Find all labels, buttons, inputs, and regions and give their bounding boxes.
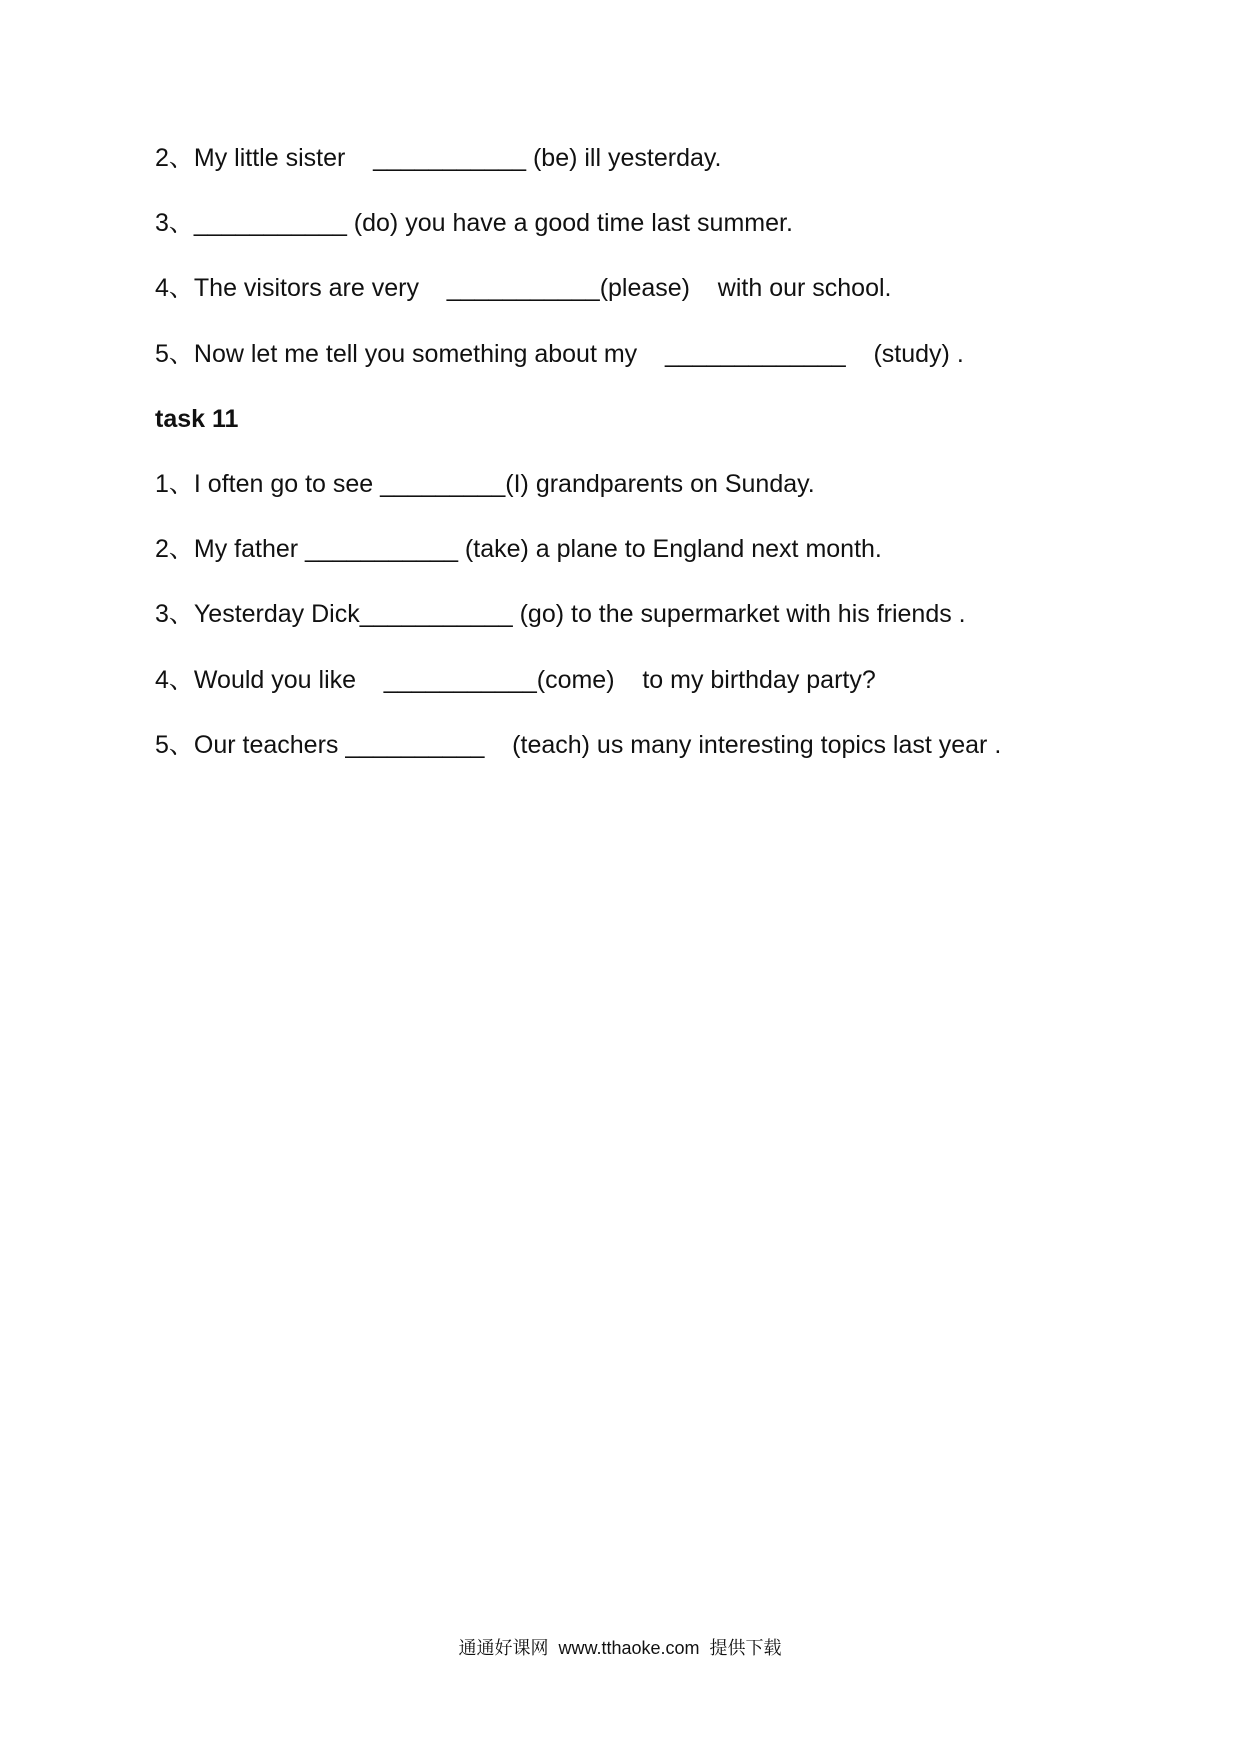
- exercise-item: 2、My father ___________ (take) a plane to England next month.: [155, 535, 882, 563]
- exercise-item: 3、___________ (do) you have a good time last summer.: [155, 209, 793, 237]
- exercise-item: 4、The visitors are very ___________(please) with our school.: [155, 274, 892, 302]
- exercise-item: 2、My little sister ___________ (be) ill yesterday.: [155, 144, 722, 172]
- exercise-item: 3、Yesterday Dick___________ (go) to the supermarket with his friends .: [155, 600, 966, 628]
- exercise-item: 5、Our teachers __________ (teach) us many interesting topics last year .: [155, 731, 1002, 759]
- section-heading: task 11: [155, 405, 239, 433]
- exercise-item: 4、Would you like ___________(come) to my birthday party?: [155, 666, 876, 694]
- exercise-item: 5、Now let me tell you something about my _____________ (study) .: [155, 340, 964, 368]
- exercise-item: 1、I often go to see _________(I) grandparents on Sunday.: [155, 470, 815, 498]
- footer-text: 通通好课网 www.tthaoke.com 提供下载: [458, 1638, 782, 1658]
